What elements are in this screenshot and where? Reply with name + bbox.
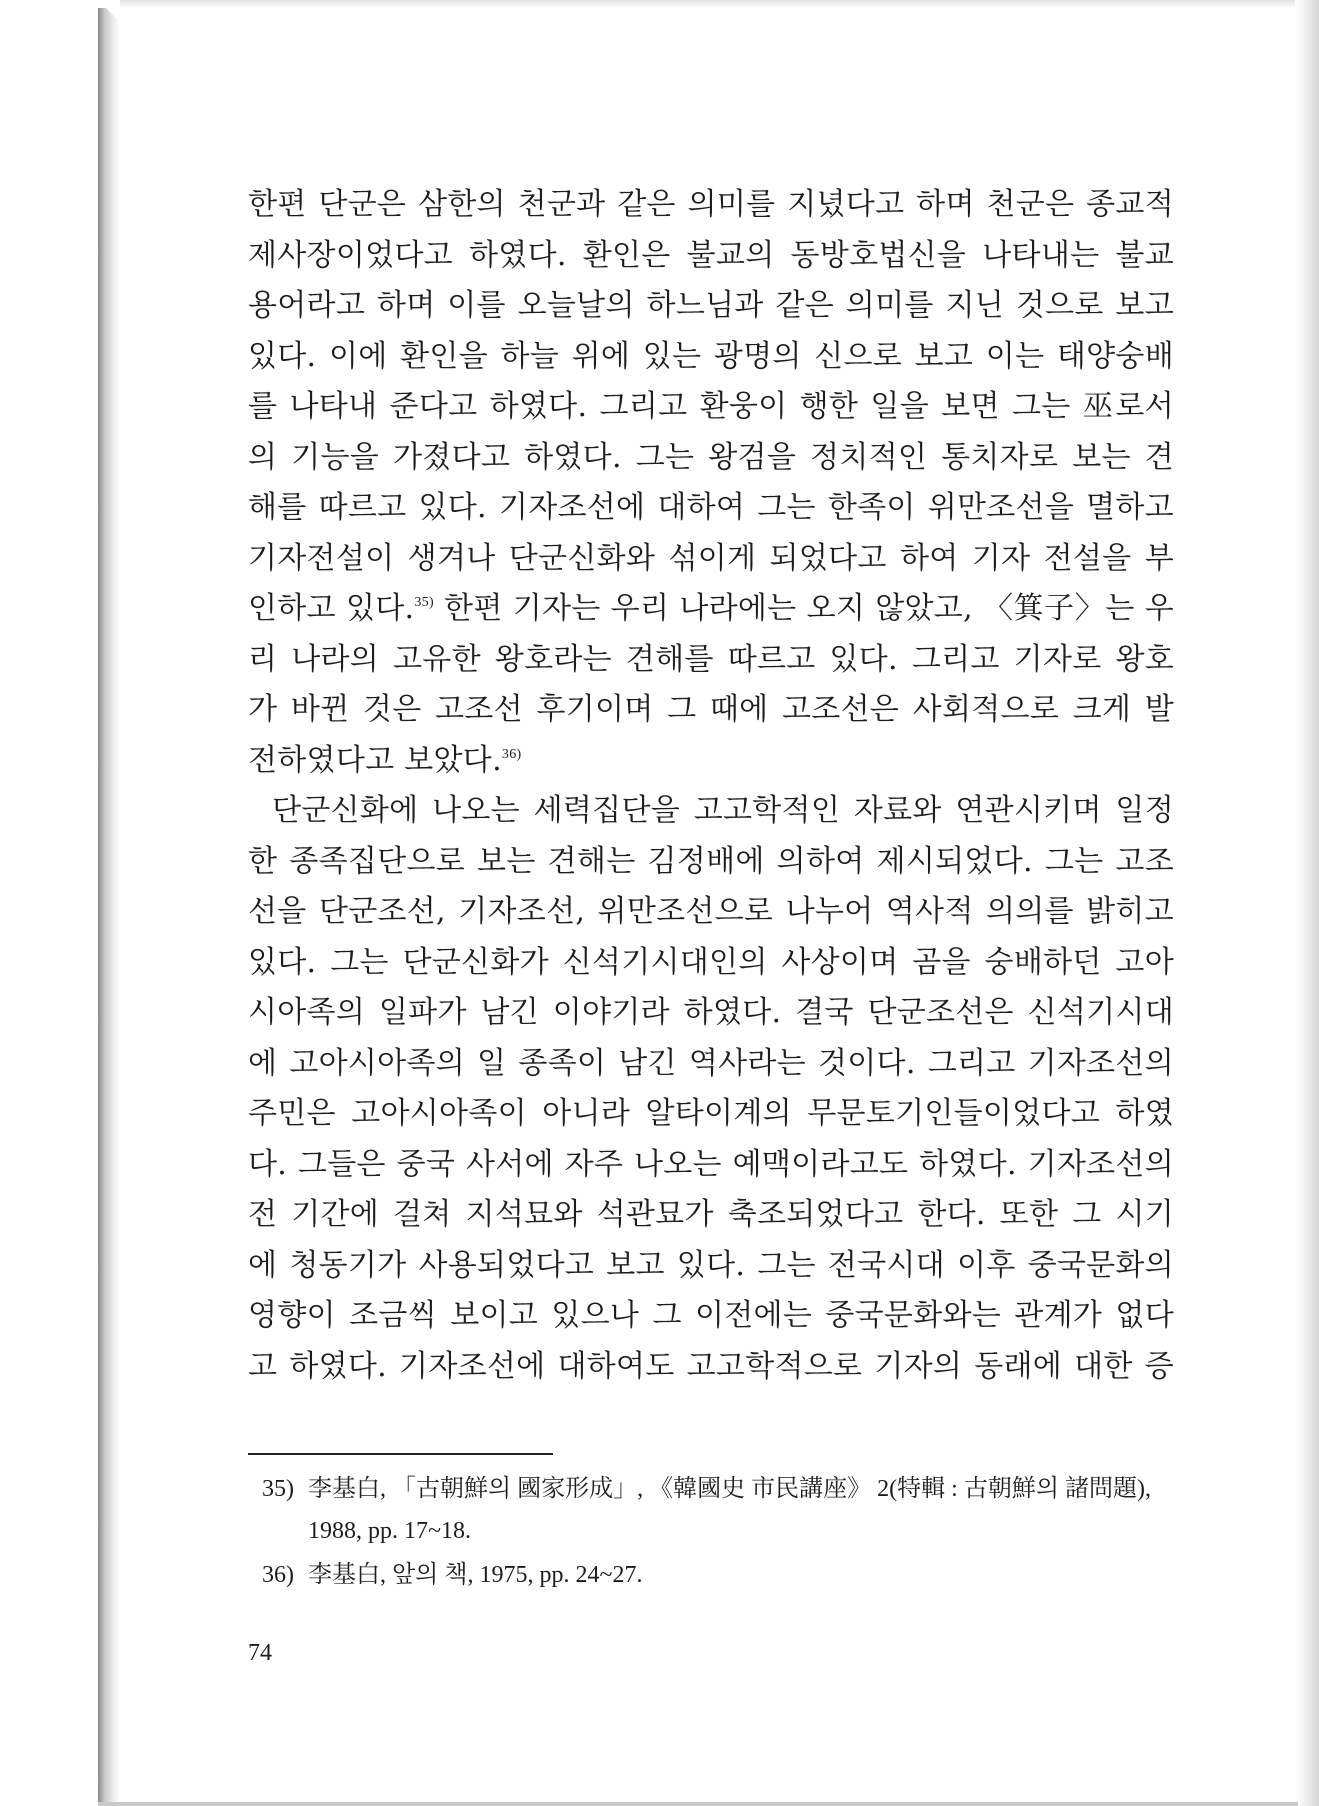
text-line: 시아족의 일파가 남긴 이야기라 하였다. 결국 단군조선은 신석기시대: [248, 995, 1174, 1030]
footnote-number: 36): [262, 1562, 294, 1588]
text-line: 에 고아시아족의 일 종족이 남긴 역사라는 것이다. 그리고 기자조선의: [248, 1045, 1174, 1081]
text-line: 제사장이었다고 하였다. 환인은 불교의 동방호법신을 나타내는 불교: [248, 237, 1174, 273]
footnote-text: [308, 1554, 1188, 1596]
text-line: 고 하였다. 기자조선에 대하여도 고고학적으로 기자의 동래에 대한 증: [248, 1348, 1174, 1384]
page-right-edge: [1295, 0, 1319, 1806]
text-line: 에 청동기가 사용되었다고 보고 있다. 그는 전국시대 이후 중국문화의: [248, 1247, 1174, 1283]
footnote-text: [308, 1468, 1188, 1552]
page-bottom-edge: [98, 1802, 1298, 1806]
page-corner-fold: [98, 0, 120, 22]
footnote-ref-36[interactable]: 36): [501, 746, 522, 762]
footnote-36: [248, 1554, 1188, 1596]
text-line: 전 기간에 걸쳐 지석묘와 석관묘가 축조되었다고 한다. 또한 그 시기: [248, 1197, 1174, 1232]
text-segment: 한편 기자는 우리 나라에는 오지 않았고, 〈箕子〉는 우: [444, 591, 1175, 626]
text-line: 리 나라의 고유한 왕호라는 견해를 따르고 있다. 그리고 기자로 왕호: [248, 641, 1174, 677]
text-line: 의 기능을 가졌다고 하였다. 그는 왕검을 정치적인 통치자로 보는 견: [248, 439, 1174, 475]
text-line: 한 종족집단으로 보는 견해는 김정배에 의하여 제시되었다. 그는 고조: [248, 843, 1174, 879]
text-line: 가 바뀐 것은 고조선 후기이며 그 때에 고조선은 사회적으로 크게 발: [248, 692, 1174, 727]
paragraph-2: [248, 786, 1174, 1392]
text-line: 있다. 그는 단군신화가 신석기시대인의 사상이며 곰을 숭배하던 고아: [248, 944, 1174, 980]
footnote-35: [248, 1468, 1188, 1552]
text-line: 있다. 이에 환인을 하늘 위에 있는 광명의 신으로 보고 이는 태양숭배: [248, 338, 1174, 374]
text-line: 선을 단군조선, 기자조선, 위만조선으로 나누어 역사적 의의를 밝히고: [248, 894, 1174, 929]
footnote-number: 35): [262, 1476, 294, 1502]
book-spine-edge: [98, 8, 120, 1803]
text-line-with-footnote: [248, 584, 1174, 635]
text-segment: 인하고 있다.: [248, 591, 415, 626]
text-line: 해를 따르고 있다. 기자조선에 대하여 그는 한족이 위만조선을 멸하고: [248, 490, 1174, 525]
text-line: 주민은 고아시아족이 아니라 알타이계의 무문토기인들이었다고 하였: [248, 1096, 1174, 1131]
footnotes: [248, 1468, 1188, 1598]
text-line: 를 나타내 준다고 하였다. 그리고 환웅이 행한 일을 보면 그는 巫로서: [248, 389, 1174, 424]
footnote-line: 李基白, 앞의 책, 1975, pp. 24~27.: [308, 1562, 643, 1588]
text-line: 영향이 조금씩 보이고 있으나 그 이전에는 중국문화와는 관계가 없다: [248, 1298, 1174, 1333]
text-line: 단군신화에 나오는 세력집단을 고고학적인 자료와 연관시키며 일정: [272, 793, 1174, 828]
page-top-edge: [120, 0, 1295, 8]
text-line: 용어라고 하며 이를 오늘날의 하느님과 같은 의미를 지닌 것으로 보고: [248, 288, 1174, 323]
page-number: 74: [248, 1640, 272, 1666]
text-line: 한편 단군은 삼한의 천군과 같은 의미를 지녔다고 하며 천군은 종교적: [248, 187, 1174, 222]
text-line: 다. 그들은 중국 사서에 자주 나오는 예맥이라고도 하였다. 기자조선의: [248, 1146, 1174, 1182]
paragraph-1: [248, 180, 1174, 786]
text-line-with-footnote: [248, 736, 1174, 787]
body-text: [248, 180, 1174, 1392]
footnote-ref-35[interactable]: 35): [414, 595, 434, 610]
footnote-line: 1988, pp. 17~18.: [308, 1518, 471, 1544]
text-segment: 전하였다고 보았다.: [248, 742, 502, 778]
footnote-divider: [248, 1453, 553, 1455]
footnote-line: 李基白, 「古朝鮮의 國家形成」, 《韓國史 市民講座》 2(特輯 : 古朝鮮의 諸問題),: [308, 1476, 1152, 1502]
text-line: 기자전설이 생겨나 단군신화와 섞이게 되었다고 하여 기자 전설을 부: [248, 540, 1174, 576]
